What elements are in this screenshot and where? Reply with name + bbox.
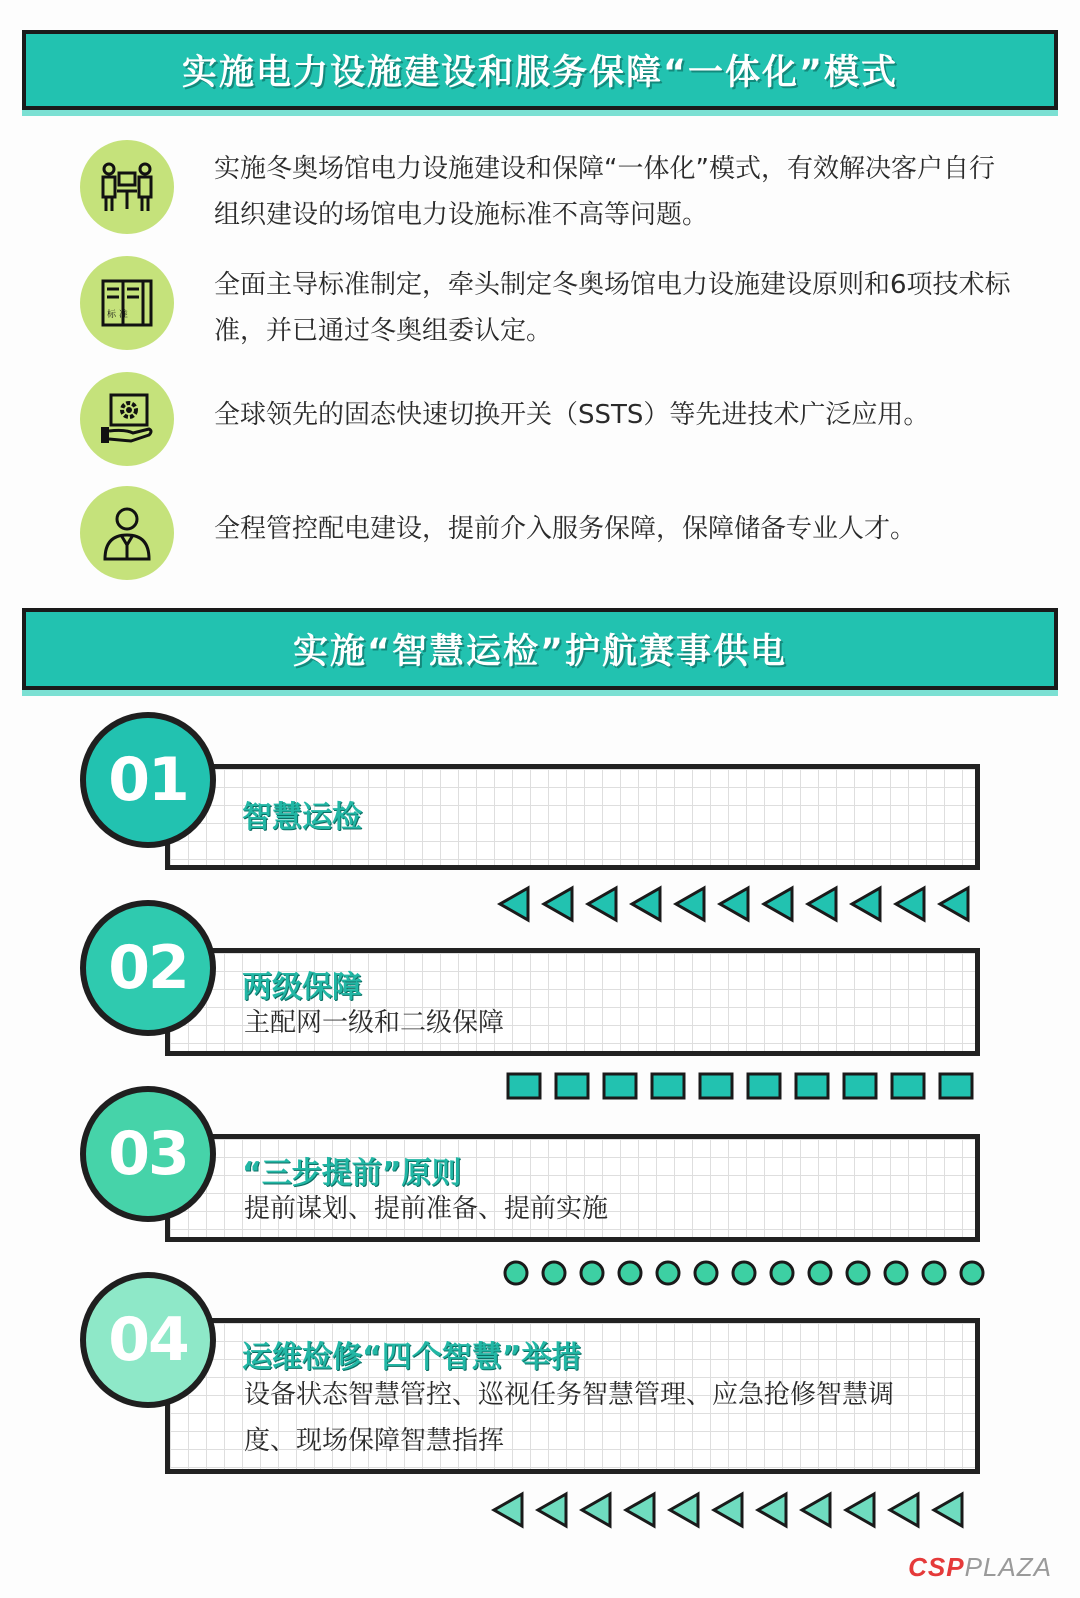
- step-title: 两级保障: [242, 970, 362, 1005]
- section1-banner: [22, 30, 1058, 110]
- step-description: 设备状态智慧管控、巡视任务智慧管理、应急抢修智慧调度、现场保障智慧指挥: [244, 1380, 895, 1456]
- triangle-row: [494, 1494, 962, 1526]
- feature-item: [80, 372, 1040, 472]
- feature-item: [80, 256, 1040, 356]
- step-item: [0, 712, 1080, 882]
- feature-text: 全面主导标准制定，牵头制定冬奥场馆电力设施建设原则和6项技术标准，并已通过冬奥组委认定。: [214, 270, 1011, 346]
- step-description: 提前谋划、提前准备、提前实施: [244, 1194, 609, 1224]
- feature-item: [80, 486, 1040, 586]
- watermark-logo: [908, 1552, 1052, 1583]
- gear-hand-icon: [80, 372, 174, 466]
- team-meeting-icon: [80, 140, 174, 234]
- step-title: 运维检修“四个智慧”举措: [242, 1340, 582, 1375]
- watermark-csp: CSP: [908, 1552, 965, 1582]
- feature-text: 实施冬奥场馆电力设施建设和保障“一体化”模式，有效解决客户自行组织建设的场馆电力设施标准不高等问题。: [214, 154, 995, 230]
- step-item: [0, 1086, 1080, 1246]
- feature-text: 全球领先的固态快速切换开关（SSTS）等先进技术广泛应用。: [214, 400, 930, 430]
- svg-text:标 准: 标 准: [107, 310, 128, 320]
- step-item: [0, 900, 1080, 1060]
- section1-banner-title: 实施电力设施建设和服务保障“一体化”模式: [181, 53, 898, 93]
- step-number-badge: 04: [80, 1272, 216, 1408]
- person-icon: [80, 486, 174, 580]
- section2-banner: [22, 608, 1058, 690]
- triangle-row-decoration: [0, 1490, 1080, 1530]
- step-description: 主配网一级和二级保障: [244, 1008, 505, 1038]
- feature-item: [80, 140, 1040, 240]
- section2-banner-title: 实施“智慧运检”护航赛事供电: [292, 632, 787, 672]
- step-number-badge: 02: [80, 900, 216, 1036]
- feature-text: 全程管控配电建设，提前介入服务保障，保障储备专业人才。: [214, 514, 917, 544]
- step-item: [0, 1272, 1080, 1482]
- step-number-badge: 03: [80, 1086, 216, 1222]
- step-title: “三步提前”原则: [242, 1156, 462, 1191]
- watermark-plaza: PLAZA: [964, 1552, 1052, 1582]
- step-number-badge: 01: [80, 712, 216, 848]
- step-title: 智慧运检: [242, 800, 362, 835]
- standard-book-icon: [80, 256, 174, 350]
